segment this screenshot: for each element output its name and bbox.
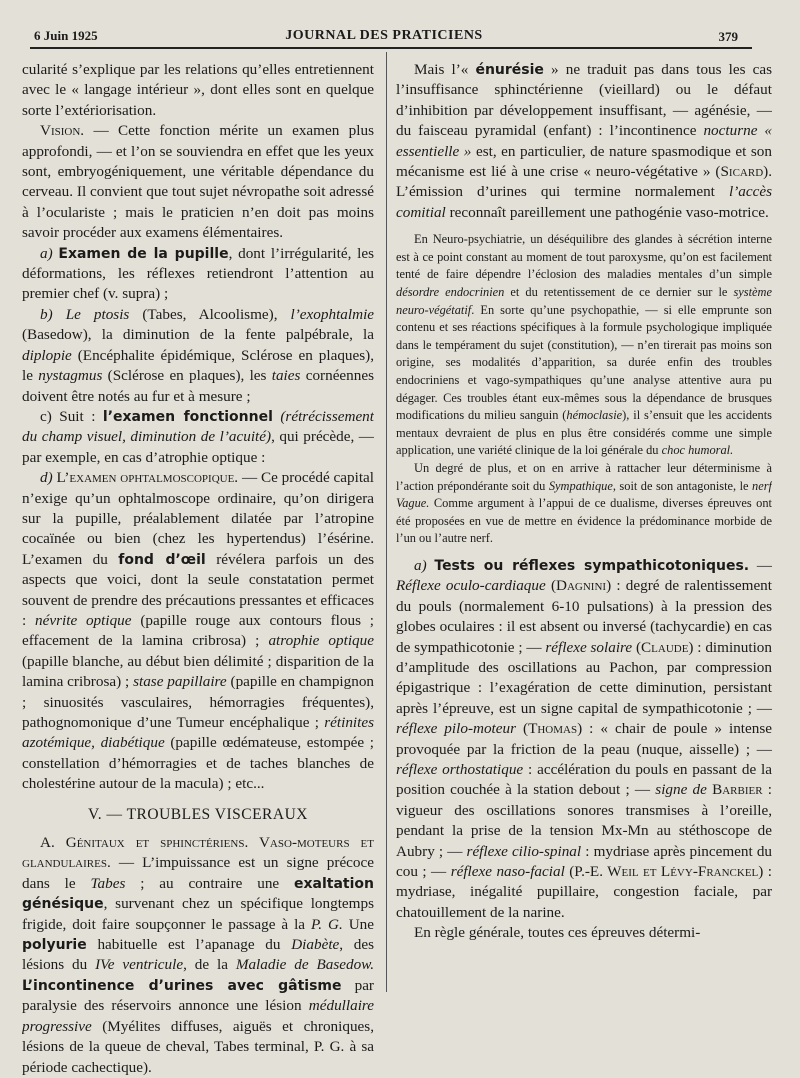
- header-rule: [30, 47, 752, 49]
- tests-heading: Tests ou réflexes sympathicotoniques.: [434, 557, 750, 574]
- right-column: [396, 60, 772, 944]
- paragraph-ophtalmoscopique: d) L’examen ophtalmoscopique. — Ce procédé capital n’exige qu’un ophtalmoscope ordinaire, qu’on dirigera sur la pupille, préalablement dilatée par l’atropine cocaïnée ou bien (chez les hypertendus) l’ésérine. L’examen du fond d’œil révélera parfois un des aspects que voici, dont la seule constatation permet souvent de prendre des précautions pressantes et efficaces : névrite optique (papille rouge aux contours flous ; effacement de la lamina cribrosa) ; atrophie optique (papille blanche, au début bien délimité ; disparition de la lamina cribrosa) ; stase papillaire (papille en champignon ; sinuosités vasculaires, hémorragies fréquentes), pathognomonique d’une Tumeur encéphalique ; rétinites azotémique, diabétique (papille œdémateuse, estompée ; constellation d’hémorragies et de taches blanches de cholestérine autour de la macula) ; etc...: [22, 469, 374, 793]
- journal-title: JOURNAL DES PRATICIENS: [285, 28, 483, 43]
- fonctionnel-heading: l’examen fonctionnel: [102, 408, 273, 425]
- section-title: V. — TROUBLES VISCERAUX: [88, 805, 308, 823]
- left-column: [22, 60, 374, 1078]
- paragraph-enuresie: Mais l’« énurésie » ne traduit pas dans tous les cas l’insuffisance sphinctérienne (vieillard) ou le défaut d’inhibition par développement insuffisant, — agénésie, — du faisceau pyramidal (enfant) : l’incontinence nocturne « essentielle » est, en particulier, de nature spasmodique et son mécanisme est lié à une crise « neuro-végétative » (Sicard). L’émission d’urines qui termine normalement l’accès comitial reconnaît pareillement une pathogénie vaso-motrice.: [396, 61, 772, 221]
- pupille-heading: Examen de la pupille: [58, 245, 229, 262]
- paragraph-tests: a) Tests ou réflexes sympathicotoniques. — Réflexe oculo-cardiaque (Dagnini) : degré de ralentissement du pouls (normalement 6-10 pulsations) à la pression des globes oculaires : il est absent ou inversé (tachycardie) en cas de sympathicotonie ; — réflexe solaire (Claude) : diminution d’amplitude des oscillations au Pachon, par compression épigastrique : l’exagération de cette diminution, persistant après l’épreuve, est un signe capital de sympathicotonie ; — réflexe pilo-moteur (Thomas) : « chair de poule » intense provoquée par la friction de la peau (nuque, aisselle) ; — réflexe orthostatique : accélération du pouls en passant de la position couchée à la station debout ; — signe de Barbier : vigueur des oscillations sonores transmises à l’oreille, pendant la prise de la tension Mx-Mn au stéthoscope de Aubry ; — réflexe cilio-spinal : mydriase après pincement du cou ; — réflexe naso-facial (P.-E. Weil et Lévy-Franckel) : mydriase, inégalité pupillaire, congestion faciale, par chatouillement de la narine.: [396, 556, 772, 921]
- paragraph-pupille: a) Examen de la pupille, dont l’irrégularité, les déformations, les réflexes retiendront l’attention au premier chef (v. supra) ;: [22, 244, 374, 303]
- paragraph-genitaux: A. Génitaux et sphinctériens. Vaso-moteurs et glandulaires. — L’impuissance est un signe précoce dans le Tabes ; au contraire une exaltation génésique, survenant chez un spécifique longtemps frigide, doit faire soupçonner le passage à la P. G. Une polyurie habituelle est l’apanage du Diabète, des lésions du IVe ventricule, de la Maladie de Basedow. L’incontinence d’urines avec gâtisme par paralysie des réservoirs annonce une lésion médullaire progressive (Myélites diffuses, aiguës et chroniques, lésions de la queue de cheval, Tabes terminal, P. G. à sa période cachectique).: [22, 834, 374, 1076]
- paragraph-vision: Vision. — Cette fonction mérite un examen plus approfondi, — et l’on se souviendra en effet que les yeux sont, embryogéniquement, une véritable dépendance du cerveau. Il convient que tout sujet névropathe soit adressé à l’oculariste ; mais le praticien n’en doit pas moins savoir procéder aux examens élémentaires.: [22, 122, 374, 242]
- paragraph-neuro-psychiatrie: En Neuro-psychiatrie, un déséquilibre des glandes à sécrétion interne est à ce point constant au moment de tout paroxysme, qu’on est facilement tenté de faire dépendre l’éclosion des maladies mentales d’un simple désordre endocrinien et du retentissement de ce dernier sur le système neuro-végétatif. En sorte qu’une psychopathie, — si elle emprunte son contenu et ses réactions spécifiques à la formule psychologique impliquée dans le tempérament du sujet (constitution), — n’en tirerait pas moins son origine, ses modalités d’apparition, sa durée enfin des troubles endocriniens et vago-sympathiques qu’une analyse attentive aura pu dégager. Ces troubles étant eux-mêmes sous la dépendance de brusques modifications du milieu sanguin (hémoclasie), il s’ensuit que les accidents mentaux devraient de plus en plus être considérés comme une simple application, une variété clinique de la loi générale du choc humoral.: [396, 232, 772, 458]
- ophtalmoscopique-heading: L’examen ophtalmoscopique.: [56, 469, 239, 487]
- page-header: [30, 26, 738, 46]
- vision-heading: Vision.: [40, 122, 85, 140]
- genitaux-heading: A. Génitaux et sphinctériens. Vaso-moteurs et glandulaires.: [22, 834, 374, 872]
- paragraph-dualisme: Un degré de plus, et on en arrive à rattacher leur déterminisme à l’action prépondérante soit du Sympathique, soit de son antagoniste, le nerf Vague. Comme argument à l’appui de ce dualisme, diverses épreuves ont été proposées en vue de mettre en évidence la prédominance morbide de l’un ou l’autre nerf.: [396, 460, 772, 546]
- paragraph-continuation: cularité s’explique par les relations qu’elles entretiennent avec le « langage intérieur », dont elles sont en quelque sorte l’extériorisation.: [22, 61, 374, 119]
- paragraph-fonctionnel: c) Suit : l’examen fonctionnel (rétrécissement du champ visuel, diminution de l’acuité), qui précède, — par exemple, en cas d’atrophie optique :: [22, 407, 374, 466]
- page-number: 379: [718, 29, 738, 44]
- issue-date: 6 Juin 1925: [34, 28, 98, 43]
- paragraph-ptosis: b) Le ptosis (Tabes, Alcoolisme), l’exophtalmie (Basedow), la diminution de la fente palpébrale, la diplopie (Encéphalite épidémique, Sclérose en plaques), le nystagmus (Sclérose en plaques), les taies cornéennes doivent être notés au fur et à mesure ;: [22, 305, 374, 405]
- paragraph-regle: En règle générale, toutes ces épreuves détermi-: [414, 924, 701, 942]
- column-divider: [386, 52, 387, 992]
